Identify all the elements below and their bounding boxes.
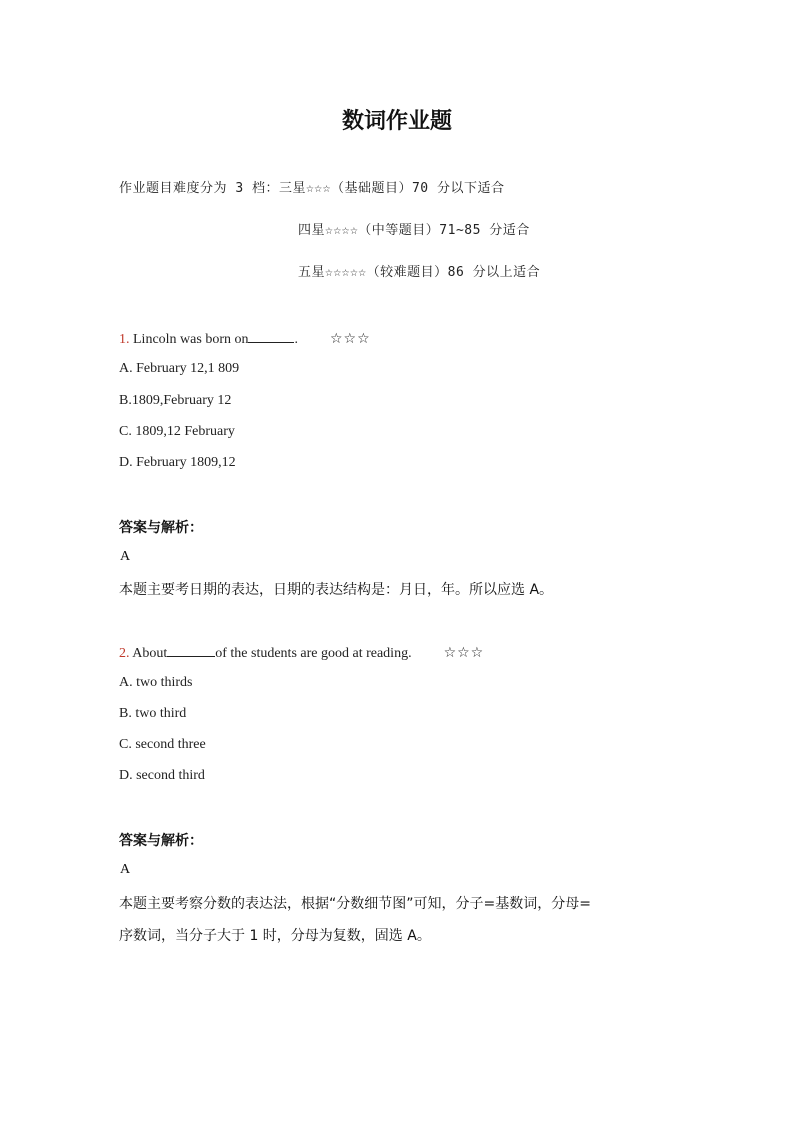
option-a: A. two thirds (119, 675, 193, 690)
answer-heading: 答案与解析： (119, 833, 203, 849)
option-c: C. 1809,12 February (119, 424, 235, 439)
question-2 (119, 644, 484, 662)
answer-value: A (120, 549, 131, 564)
difficulty-line-3: 五星☆☆☆☆☆（较难题目）86 分以上适合 (298, 265, 541, 280)
question-number: 1. (119, 332, 130, 347)
answer-blank (248, 330, 294, 343)
option-a: A. February 12,1 809 (119, 361, 240, 376)
question-number: 2. (119, 646, 130, 661)
question-stem-before: Lincoln was born on (129, 332, 249, 347)
difficulty-line-1: 作业题目难度分为 3 档：三星☆☆☆（基础题目）70 分以下适合 (119, 181, 505, 196)
option-d: D. February 1809,12 (119, 455, 236, 470)
question-1 (119, 330, 371, 348)
answer-blank (167, 644, 215, 657)
difficulty-stars: ☆☆☆ (443, 645, 485, 661)
option-d: D. second third (119, 768, 205, 783)
difficulty-line-2: 四星☆☆☆☆（中等题目）71~85 分适合 (298, 223, 530, 238)
difficulty-stars: ☆☆☆ (329, 331, 371, 347)
answer-heading: 答案与解析： (119, 520, 203, 536)
page-title: 数词作业题 (341, 109, 452, 134)
question-stem-after: of the students are good at reading. (215, 646, 412, 661)
answer-value: A (120, 862, 131, 877)
answer-explanation-line-1: 本题主要考察分数的表达法，根据“分数细节图”可知，分子=基数词，分母= (119, 896, 591, 912)
option-b: B. two third (119, 706, 187, 721)
answer-explanation: 本题主要考日期的表达，日期的表达结构是：月日，年。所以应选 A。 (119, 582, 554, 598)
option-c: C. second three (119, 737, 206, 752)
question-stem-before: About (129, 646, 168, 661)
question-stem-after: . (294, 332, 298, 347)
answer-explanation-line-2: 序数词，当分子大于 1 时，分母为复数，固选 A。 (119, 928, 431, 944)
option-b: B.1809,February 12 (119, 393, 232, 408)
